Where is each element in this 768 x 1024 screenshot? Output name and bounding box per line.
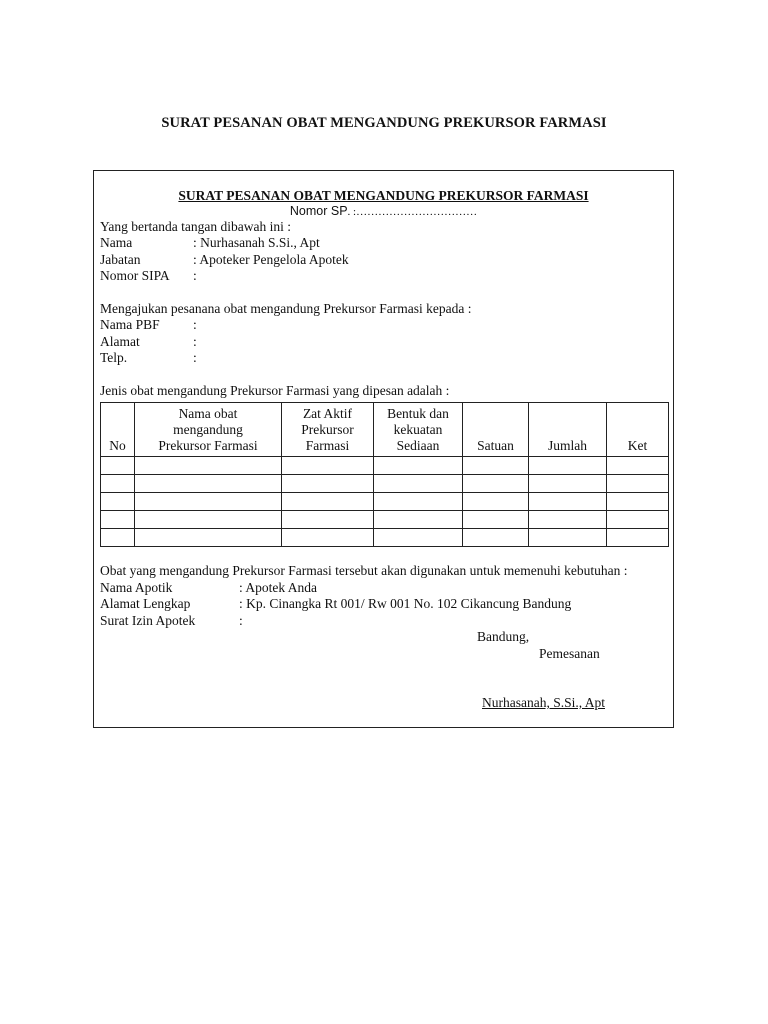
table-cell[interactable] <box>529 457 607 475</box>
order-number-label: Nomor SP <box>289 204 348 218</box>
table-header-text: Nama obat <box>178 406 238 421</box>
signer-name-value: : Nurhasanah S.Si., Apt <box>193 235 320 250</box>
supplier-phone-value: : <box>193 350 197 365</box>
table-header-text: mengandung <box>173 422 243 437</box>
supplier-name-label: Nama PBF <box>100 317 160 332</box>
table-cell[interactable] <box>282 511 374 529</box>
table-intro: Jenis obat mengandung Prekursor Farmasi yang dipesan adalah : <box>100 383 450 398</box>
supplier-address-row <box>100 334 197 350</box>
table-cell[interactable] <box>101 493 135 511</box>
supplier-address-label: Alamat <box>100 334 140 349</box>
pharmacy-license-row <box>100 613 243 629</box>
table-cell[interactable] <box>101 457 135 475</box>
usage-intro: Obat yang mengandung Prekursor Farmasi tersebut akan digunakan untuk memenuhi kebutuhan : <box>100 563 628 578</box>
table-cell[interactable] <box>463 457 529 475</box>
signer-sipa-label: Nomor SIPA <box>100 268 170 283</box>
table-cell[interactable] <box>282 475 374 493</box>
table-cell[interactable] <box>529 529 607 547</box>
table-row <box>101 529 669 547</box>
pharmacy-license-value: : <box>239 613 243 628</box>
signer-position-label: Jabatan <box>100 252 141 267</box>
pharmacy-name-value: : Apotek Anda <box>239 580 317 595</box>
table-cell[interactable] <box>607 511 669 529</box>
signer-sipa-row <box>100 268 197 284</box>
table-header-text: kekuatan <box>393 422 443 437</box>
table-cell[interactable] <box>135 493 282 511</box>
table-cell[interactable] <box>607 529 669 547</box>
table-cell[interactable] <box>463 529 529 547</box>
supplier-phone-label: Telp. <box>100 350 128 365</box>
table-cell[interactable] <box>135 457 282 475</box>
signer-name-row <box>100 235 320 251</box>
table-cell[interactable] <box>463 475 529 493</box>
form-title <box>94 188 673 204</box>
table-header-cell <box>463 403 529 457</box>
table-header-row <box>101 403 669 457</box>
signer-name-label: Nama <box>100 235 133 250</box>
signer-intro: Yang bertanda tangan dibawah ini : <box>100 219 291 234</box>
table-cell[interactable] <box>101 529 135 547</box>
supplier-name-row <box>100 317 197 333</box>
table-row <box>101 475 669 493</box>
table-cell[interactable] <box>374 475 463 493</box>
table-header-cell <box>374 403 463 457</box>
order-form <box>93 170 674 728</box>
table-cell[interactable] <box>529 493 607 511</box>
signer-position-value: : Apoteker Pengelola Apotek <box>193 252 349 267</box>
pharmacy-address-label: Alamat Lengkap <box>100 596 191 611</box>
table-cell[interactable] <box>101 511 135 529</box>
document-heading: SURAT PESANAN OBAT MENGANDUNG PREKURSOR FARMASI <box>161 115 607 131</box>
pharmacy-address-row <box>100 596 571 612</box>
table-cell[interactable] <box>282 493 374 511</box>
table-row <box>101 457 669 475</box>
table-cell[interactable] <box>607 493 669 511</box>
table-cell[interactable] <box>463 511 529 529</box>
table-header-cell <box>101 403 135 457</box>
signer-sipa-value: : <box>193 268 197 283</box>
table-cell[interactable] <box>135 529 282 547</box>
pharmacy-address-value: : Kp. Cinangka Rt 001/ Rw 001 No. 102 Cikancung Bandung <box>239 596 572 611</box>
table-header-text: No <box>109 438 126 453</box>
table-cell[interactable] <box>282 457 374 475</box>
table-cell[interactable] <box>101 475 135 493</box>
supplier-phone-row <box>100 350 197 366</box>
table-header-text: Zat Aktif <box>302 406 353 421</box>
signature-name: Nurhasanah, S.Si., Apt <box>482 695 605 710</box>
request-intro: Mengajukan pesanana obat mengandung Prekursor Farmasi kepada : <box>100 301 472 316</box>
table-cell[interactable] <box>529 475 607 493</box>
supplier-address-value: : <box>193 334 197 349</box>
table-header-text: Prekursor <box>301 422 354 437</box>
table-header-cell <box>529 403 607 457</box>
signer-position-row <box>100 252 349 268</box>
table-cell[interactable] <box>607 457 669 475</box>
table-cell[interactable] <box>374 529 463 547</box>
form-title-text: SURAT PESANAN OBAT MENGANDUNG PREKURSOR FARMASI <box>178 188 589 203</box>
table-cell[interactable] <box>529 511 607 529</box>
pharmacy-name-label: Nama Apotik <box>100 580 173 595</box>
table-row <box>101 493 669 511</box>
table-cell[interactable] <box>607 475 669 493</box>
table-header-text: Satuan <box>477 438 514 453</box>
table-cell[interactable] <box>282 529 374 547</box>
table-cell[interactable] <box>135 511 282 529</box>
medicine-order-table <box>100 402 669 547</box>
table-cell[interactable] <box>463 493 529 511</box>
table-header-text: Sediaan <box>396 438 440 453</box>
table-body <box>101 457 669 547</box>
table-cell[interactable] <box>374 493 463 511</box>
pharmacy-name-row <box>100 580 317 596</box>
table-header-text: Ket <box>627 438 648 453</box>
signature-role: Pemesanan <box>539 646 600 661</box>
order-number-line <box>94 204 673 218</box>
table-row <box>101 511 669 529</box>
table-header-text: Farmasi <box>305 438 350 453</box>
table-header-cell <box>607 403 669 457</box>
table-header-text: Jumlah <box>548 438 587 453</box>
table-header-text: Prekursor Farmasi <box>158 438 258 453</box>
table-cell[interactable] <box>374 511 463 529</box>
pharmacy-license-label: Surat Izin Apotek <box>100 613 196 628</box>
table-header-cell <box>135 403 282 457</box>
table-header-cell <box>282 403 374 457</box>
table-cell[interactable] <box>135 475 282 493</box>
supplier-name-value: : <box>193 317 197 332</box>
table-cell[interactable] <box>374 457 463 475</box>
table-header-text: Bentuk dan <box>387 406 449 421</box>
order-number-blank: . :…………………………… <box>347 206 478 218</box>
signature-place: Bandung, <box>477 629 530 644</box>
